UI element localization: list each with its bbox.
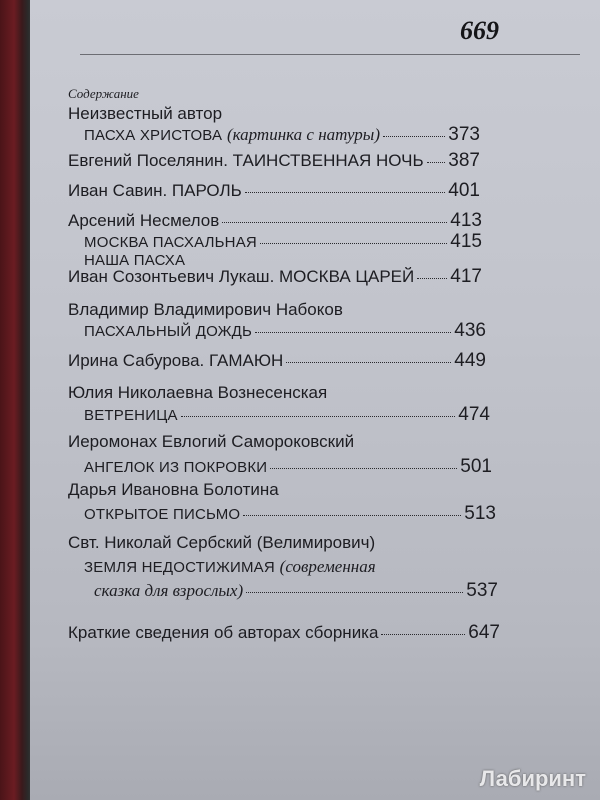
toc-author: Владимир Владимирович Набоков	[68, 300, 343, 319]
leader-dots	[243, 515, 461, 516]
toc-entry: НАША ПАСХА	[84, 252, 186, 269]
leader-dots	[255, 332, 451, 333]
leader-dots	[286, 362, 451, 363]
toc-entry: Краткие сведения об авторах сборника 647	[68, 622, 500, 643]
header-rule	[80, 54, 580, 55]
book-page	[30, 0, 600, 800]
leader-dots	[245, 192, 446, 193]
toc-entry: ВЕТРЕНИЦА 474	[84, 404, 490, 425]
toc-entry: Ирина Сабурова. ГАМАЮН 449	[68, 350, 486, 371]
toc-entry: ОТКРЫТОЕ ПИСЬМО 513	[84, 503, 496, 524]
leader-dots	[383, 136, 445, 137]
toc-author: Свт. Николай Сербский (Велимирович)	[68, 533, 376, 552]
toc-entry: МОСКВА ПАСХАЛЬНАЯ 415	[84, 231, 482, 252]
leader-dots	[222, 222, 447, 223]
leader-dots	[427, 162, 446, 163]
toc-entry: Евгений Поселянин. ТАИНСТВЕННАЯ НОЧЬ 387	[68, 150, 480, 171]
leader-dots	[181, 416, 456, 417]
leader-dots	[417, 278, 447, 279]
leader-dots	[246, 592, 463, 593]
toc-entry: сказка для взрослых) 537	[94, 580, 498, 601]
toc-entry: АНГЕЛОК ИЗ ПОКРОВКИ 501	[84, 456, 492, 477]
toc-entry: ПАСХАЛЬНЫЙ ДОЖДЬ 436	[84, 320, 486, 341]
leader-dots	[381, 634, 465, 635]
section-title: Содержание	[68, 86, 139, 101]
toc-entry: Иван Савин. ПАРОЛЬ 401	[68, 180, 480, 201]
watermark-logo: Лабиринт	[479, 766, 586, 791]
toc-entry: Арсений Несмелов 413	[68, 210, 482, 231]
toc-author: Юлия Николаевна Вознесенская	[68, 383, 328, 402]
page-number: 669	[460, 16, 499, 45]
toc-author: Дарья Ивановна Болотина	[68, 480, 279, 499]
toc-author: Иеромонах Евлогий Самороковский	[68, 432, 355, 451]
toc-entry: ПАСХА ХРИСТОВА (картинка с натуры) 373	[84, 124, 480, 145]
leader-dots	[270, 468, 457, 469]
leader-dots	[260, 243, 447, 244]
toc-entry: Иван Созонтьевич Лукаш. МОСКВА ЦАРЕЙ 417	[68, 266, 482, 287]
toc-author: Неизвестный автор	[68, 104, 223, 123]
toc-entry: ЗЕМЛЯ НЕДОСТИЖИМАЯ (современная	[84, 557, 376, 576]
